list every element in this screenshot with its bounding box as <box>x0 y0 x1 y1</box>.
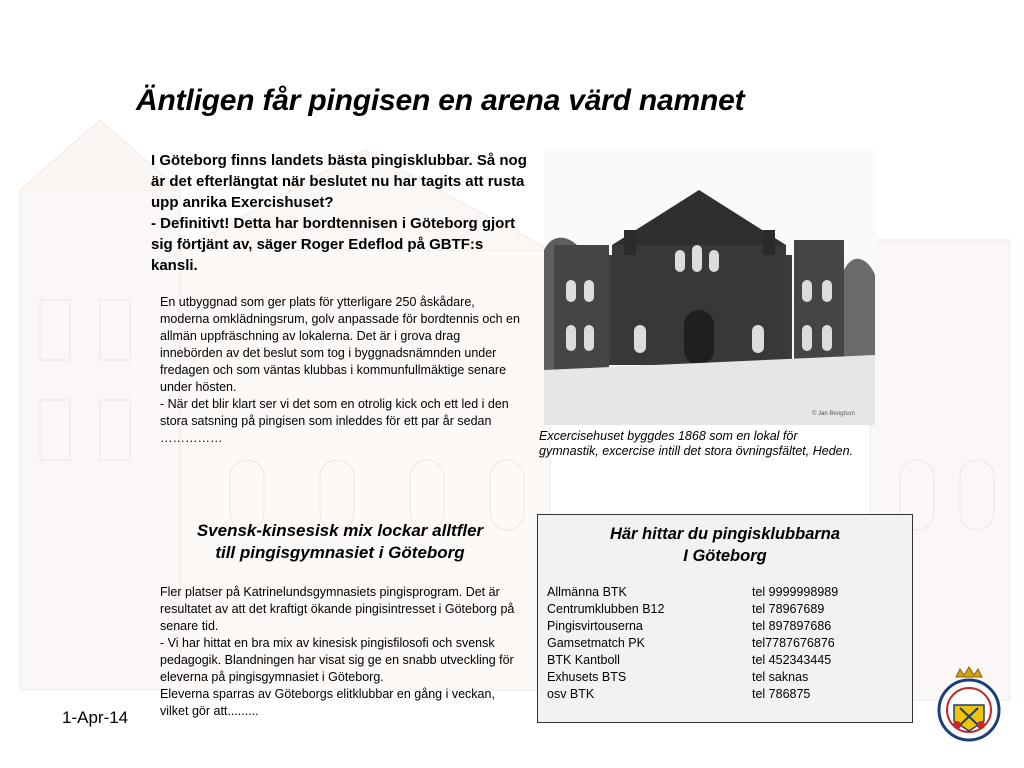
lead-quote: - Definitivt! Detta har bordtennisen i Göteborg gjort sig förtjänt av, säger Roger Edeflod på GBTF:s kansli. <box>151 215 516 274</box>
article-body <box>160 294 520 447</box>
club-list <box>547 584 907 703</box>
club-name: osv BTK <box>547 687 595 701</box>
club-row <box>547 652 907 669</box>
club-phone: tel 78967689 <box>752 602 825 616</box>
subheading-line: till pingisgymnasiet i Göteborg <box>215 543 465 562</box>
club-name: BTK Kantboll <box>547 653 620 667</box>
photo-caption: Excercisehuset byggdes 1868 som en lokal för gymnastik, excercise intill det stora övningsfältet, Heden. <box>539 429 854 458</box>
photo-credit: © Jan Bengtson <box>812 411 855 417</box>
club-row <box>547 635 907 652</box>
club-phone: tel saknas <box>752 670 809 684</box>
article-paragraph: - När det blir klart ser vi det som en otrolig kick och ett led i den stora satsning på pingisen som inleddes för ett par år sedan …………… <box>160 397 509 445</box>
article-paragraph: Eleverna sparras av Göteborgs elitklubbar en gång i veckan, vilket gör att......... <box>160 687 495 718</box>
club-row <box>547 686 907 703</box>
club-name: Centrumklubben B12 <box>547 602 665 616</box>
club-name: Allmänna BTK <box>547 585 627 599</box>
gymnasium-article-body <box>160 584 520 720</box>
article-paragraph: En utbyggnad som ger plats för ytterligare 250 åskådare, moderna omklädningsrum, golv anpassade för bordtennis och en allmän uppfräschning av lokalerna. Det är i grova drag innebörden av det beslut som tog i byggnadsnämnden under fredagen och som väntas klubbas i kommunfullmäktige senare under hösten. <box>160 295 520 394</box>
club-directory-heading-line: Här hittar du pingisklubbarna <box>609 525 841 543</box>
lead-paragraph <box>151 150 531 276</box>
club-phone: tel 786875 <box>752 687 811 701</box>
club-row <box>547 618 907 635</box>
club-row <box>547 601 907 618</box>
lead-question: I Göteborg finns landets bästa pingisklubbar. Så nog är det efterlängtat när beslutet nu har tagits att rusta upp anrika Exercishuset? <box>151 152 527 211</box>
article-paragraph: - Vi har hittat en bra mix av kinesisk pingisfilosofi och svensk pedagogik. Blandningen har visat sig ge en snabb utveckling för eleverna på pingisgymnasiet i Göteborg. <box>160 636 514 684</box>
club-row <box>547 669 907 686</box>
club-phone: tel7787676876 <box>752 636 835 650</box>
club-name: Pingisvirtouserna <box>547 619 643 633</box>
subheading-line: Svensk-kinsesisk mix lockar alltfler <box>196 521 484 540</box>
exercishuset-photo <box>544 150 875 425</box>
club-crest-icon <box>936 665 1002 743</box>
article-paragraph: Fler platser på Katrinelundsgymnasiets pingisprogram. Det är resultatet av att det kraftigt ökande pingisintresset i Göteborg på senare tid. <box>160 585 515 633</box>
club-name: Exhusets BTS <box>547 670 627 684</box>
club-phone: tel 452343445 <box>752 653 832 667</box>
club-row <box>547 584 907 601</box>
club-phone: tel 9999998989 <box>752 585 839 599</box>
club-directory-heading <box>538 523 912 567</box>
slide-date: 1-Apr-14 <box>62 708 129 727</box>
slide-title: Äntligen får pingisen en arena värd namnet <box>136 84 745 117</box>
club-directory-heading-line: I Göteborg <box>683 547 767 565</box>
subheading <box>160 520 520 564</box>
club-directory-box <box>537 514 913 723</box>
club-name: Gamsetmatch PK <box>547 636 645 650</box>
club-phone: tel 897897686 <box>752 619 832 633</box>
